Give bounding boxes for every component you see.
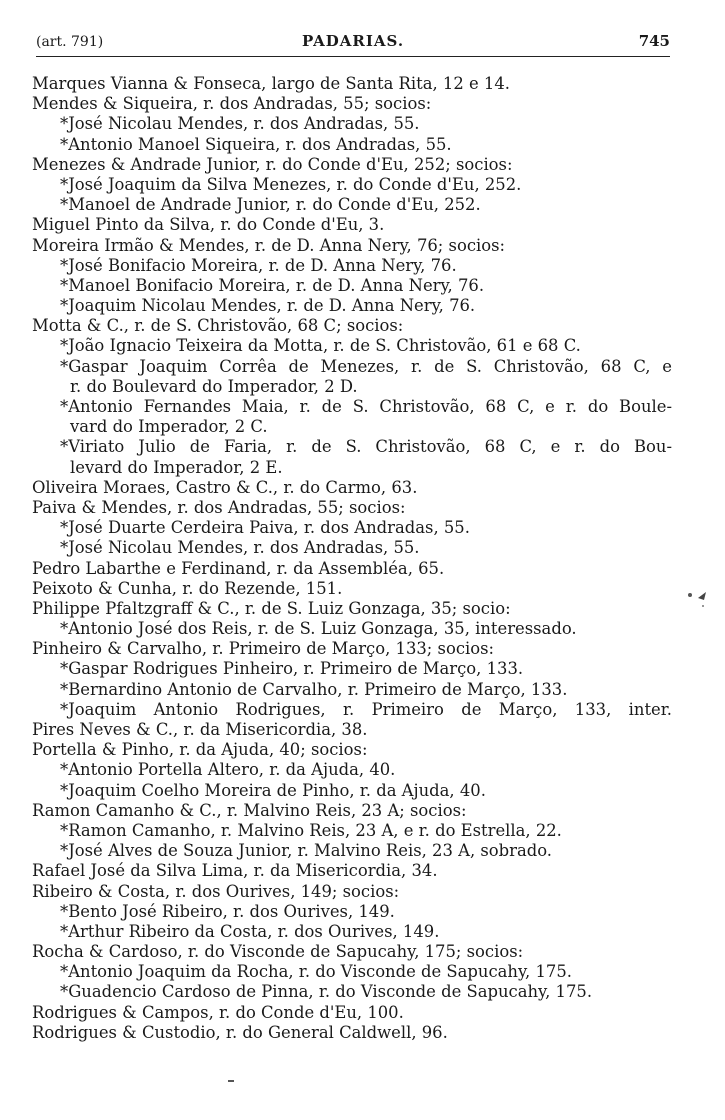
firm-entry: Rodrigues & Custodio, r. do General Caldwell, 96. [32, 1022, 448, 1042]
partner-entry: *Joaquim Nicolau Mendes, r. de D. Anna Nery, 76. [60, 296, 476, 316]
firm-entry: Miguel Pinto da Silva, r. do Conde d'Eu, 3. [32, 215, 385, 235]
partner-entry: *Joaquim Coelho Moreira de Pinho, r. da Ajuda, 40. [60, 780, 486, 800]
partner-entry: *Antonio Manoel Siqueira, r. dos Andradas, 55. [60, 134, 452, 154]
partner-entry: *José Alves de Souza Junior, r. Malvino Reis, 23 A, sobrado. [60, 841, 553, 861]
partner-entry: *José Duarte Cerdeira Paiva, r. dos Andradas, 55. [60, 518, 470, 538]
firm-entry: Pedro Labarthe e Ferdinand, r. da Assembléa, 65. [32, 558, 445, 578]
page-title: PADARIAS. [301, 32, 405, 50]
bottom-speck [228, 1080, 234, 1082]
partner-entry: *Antonio Joaquim da Rocha, r. do Visconde de Sapucahy, 175. [60, 962, 572, 982]
firm-entry: Portella & Pinho, r. da Ajuda, 40; socios: [32, 740, 368, 760]
page-number: 745 [638, 32, 670, 50]
partner-entry: *Ramon Camanho, r. Malvino Reis, 23 A, e r. do Estrella, 22. [60, 820, 562, 840]
section-reference: (art. 791) [36, 34, 104, 50]
partner-entry: *Manoel Bonifacio Moreira, r. de D. Anna Nery, 76. [60, 275, 485, 295]
firm-entry: Mendes & Siqueira, r. dos Andradas, 55; socios: [32, 94, 432, 114]
partner-entry: *Manoel de Andrade Junior, r. do Conde d'Eu, 252. [60, 195, 481, 215]
partner-entry: *Joaquim Antonio Rodrigues, r. Primeiro de Março, 133, inter. [60, 699, 672, 719]
partner-entry: *Antonio José dos Reis, r. de S. Luiz Gonzaga, 35, interessado. [60, 619, 577, 639]
firm-entry: Peixoto & Cunha, r. do Rezende, 151. [32, 578, 343, 598]
partner-entry: *José Joaquim da Silva Menezes, r. do Conde d'Eu, 252. [60, 174, 522, 194]
partner-entry: *Viriato Julio de Faria, r. de S. Christovão, 68 C, e r. do Bou- [60, 437, 672, 457]
partner-entry: *Antonio Fernandes Maia, r. de S. Christovão, 68 C, e r. do Boule- [60, 397, 672, 416]
entry-continuation: vard do Imperador, 2 C. [70, 417, 268, 437]
partner-entry: *Gaspar Joaquim Corrêa de Menezes, r. de S. Christovão, 68 C, e [60, 356, 672, 376]
partner-entry: *José Nicolau Mendes, r. dos Andradas, 55. [60, 538, 420, 558]
header-rule [36, 56, 670, 57]
firm-entry: Menezes & Andrade Junior, r. do Conde d'Eu, 252; socios: [32, 154, 513, 174]
firm-entry: Paiva & Mendes, r. dos Andradas, 55; socios: [32, 497, 406, 517]
partner-entry: *Bernardino Antonio de Carvalho, r. Primeiro de Março, 133. [60, 679, 568, 699]
bakery-listing [32, 74, 672, 1043]
partner-entry: *Arthur Ribeiro da Costa, r. dos Ourives, 149. [60, 921, 440, 941]
firm-entry: Rodrigues & Campos, r. do Conde d'Eu, 100. [32, 1002, 404, 1022]
firm-entry: Motta & C., r. de S. Christovão, 68 C; socios: [32, 316, 404, 336]
partner-entry: *José Bonifacio Moreira, r. de D. Anna Nery, 76. [60, 255, 457, 275]
entry-continuation: levard do Imperador, 2 E. [70, 457, 283, 477]
page-header [36, 32, 670, 54]
partner-entry: *José Nicolau Mendes, r. dos Andradas, 55. [60, 114, 420, 134]
partner-entry: *João Ignacio Teixeira da Motta, r. de S. Christovão, 61 e 68 C. [60, 336, 581, 356]
partner-entry: *Bento José Ribeiro, r. dos Ourives, 149. [60, 901, 395, 921]
firm-entry: Pinheiro & Carvalho, r. Primeiro de Março, 133; socios: [32, 639, 495, 659]
firm-entry: Moreira Irmão & Mendes, r. de D. Anna Nery, 76; socios: [32, 235, 506, 255]
firm-entry: Ramon Camanho & C., r. Malvino Reis, 23 A; socios: [32, 800, 467, 820]
partner-entry: *Antonio Portella Altero, r. da Ajuda, 40. [60, 760, 396, 780]
firm-entry: Philippe Pfaltzgraff & C., r. de S. Luiz Gonzaga, 35; socio: [32, 598, 511, 618]
partner-entry: *Gaspar Rodrigues Pinheiro, r. Primeiro de Março, 133. [60, 659, 524, 679]
firm-entry: Ribeiro & Costa, r. dos Ourives, 149; socios: [32, 881, 400, 901]
firm-entry: Rocha & Cardoso, r. do Visconde de Sapucahy, 175; socios: [32, 942, 524, 962]
firm-entry: Marques Vianna & Fonseca, largo de Santa Rita, 12 e 14. [32, 74, 510, 93]
ink-blot-marks [668, 586, 708, 616]
firm-entry: Rafael José da Silva Lima, r. da Misericordia, 34. [32, 861, 438, 881]
firm-entry: Pires Neves & C., r. da Misericordia, 38. [32, 720, 368, 739]
firm-entry: Oliveira Moraes, Castro & C., r. do Carmo, 63. [32, 477, 418, 497]
entry-continuation: r. do Boulevard do Imperador, 2 D. [70, 376, 358, 396]
partner-entry: *Guadencio Cardoso de Pinna, r. do Visconde de Sapucahy, 175. [60, 982, 593, 1002]
